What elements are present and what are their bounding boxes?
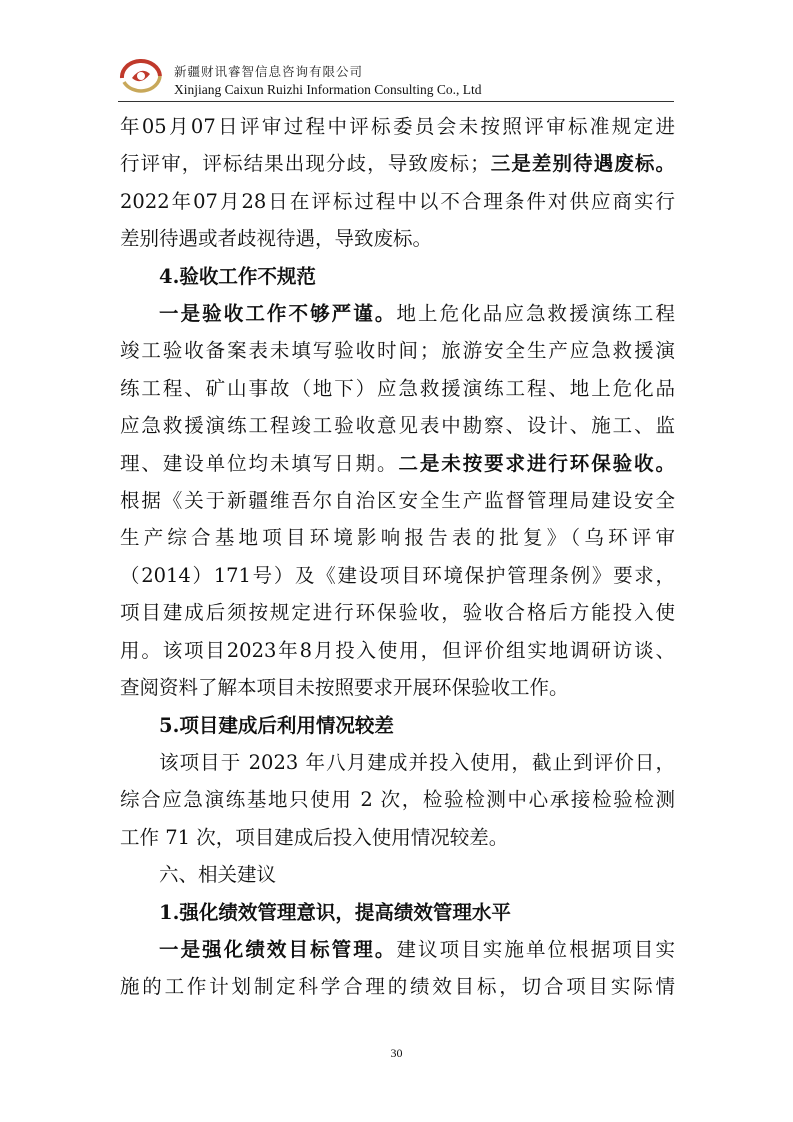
section-heading-5: 5.项目建成后利用情况较差 <box>159 713 394 737</box>
paragraph-line: 综合应急演练基地只使用 2 次，检验检测中心承接检验检测 <box>120 788 675 812</box>
paragraph-line: 应急救援演练工程竣工验收意见表中勘察、设计、施工、监 <box>120 414 675 438</box>
paragraph-line: 一是验收工作不够严谨。地上危化品应急救援演练工程 <box>159 302 675 326</box>
paragraph-line: 工作 71 次，项目建成后投入使用情况较差。 <box>120 825 509 849</box>
paragraph-line: 练工程、矿山事故（地下）应急救援演练工程、地上危化品 <box>120 376 675 400</box>
bold-phrase: 一是强化绩效目标管理。 <box>159 937 397 961</box>
bold-phrase: 二是未按要求进行环保验收。 <box>398 451 675 475</box>
paragraph-line: 行评审，评标结果出现分歧，导致废标；三是差别待遇废标。 <box>120 152 675 176</box>
paragraph-line: 2022年07月28日在评标过程中以不合理条件对供应商实行 <box>120 189 675 213</box>
page-header <box>118 52 674 102</box>
company-name-cn: 新疆财讯睿智信息咨询有限公司 <box>174 64 364 79</box>
bold-phrase: 三是差别待遇废标。 <box>489 152 675 176</box>
paragraph-line: 用。该项目2023年8月投入使用，但评价组实地调研访谈、 <box>120 638 675 662</box>
section-heading-6: 六、相关建议 <box>159 863 277 887</box>
subsection-heading-6-1: 1.强化绩效管理意识，提高绩效管理水平 <box>159 900 511 924</box>
paragraph-line: （2014）171号）及《建设项目环境保护管理条例》要求， <box>120 563 675 587</box>
page-number: 30 <box>390 1046 403 1060</box>
paragraph-line: 该项目于 2023 年八月建成并投入使用，截止到评价日， <box>159 750 675 774</box>
paragraph-line: 年05月07日评审过程中评标委员会未按照评审标准规定进 <box>120 115 675 138</box>
company-name-en: Xinjiang Caixun Ruizhi Information Consulting Co., Ltd <box>174 82 482 97</box>
paragraph-line: 查阅资料了解本项目未按照要求开展环保验收工作。 <box>120 676 569 700</box>
paragraph-line: 竣工验收备案表未填写验收时间；旅游安全生产应急救援演 <box>120 339 675 363</box>
paragraph-line: 差别待遇或者歧视待遇，导致废标。 <box>120 227 433 251</box>
paragraph-line: 一是强化绩效目标管理。建议项目实施单位根据项目实 <box>159 937 675 961</box>
paragraph-line: 施的工作计划制定科学合理的绩效目标，切合项目实际情 <box>120 975 675 999</box>
section-heading-4: 4.验收工作不规范 <box>159 264 316 288</box>
document-body <box>120 108 675 1006</box>
company-logo-icon <box>118 56 164 96</box>
paragraph-line: 理、建设单位均未填写日期。二是未按要求进行环保验收。 <box>120 451 675 475</box>
paragraph-line: 生产综合基地项目环境影响报告表的批复》（乌环评审 <box>120 526 675 550</box>
paragraph-line: 根据《关于新疆维吾尔自治区安全生产监督管理局建设安全 <box>120 489 675 513</box>
header-divider <box>118 101 674 102</box>
bold-phrase: 一是验收工作不够严谨。 <box>159 302 397 326</box>
paragraph-line: 项目建成后须按规定进行环保验收，验收合格后方能投入使 <box>120 601 675 625</box>
